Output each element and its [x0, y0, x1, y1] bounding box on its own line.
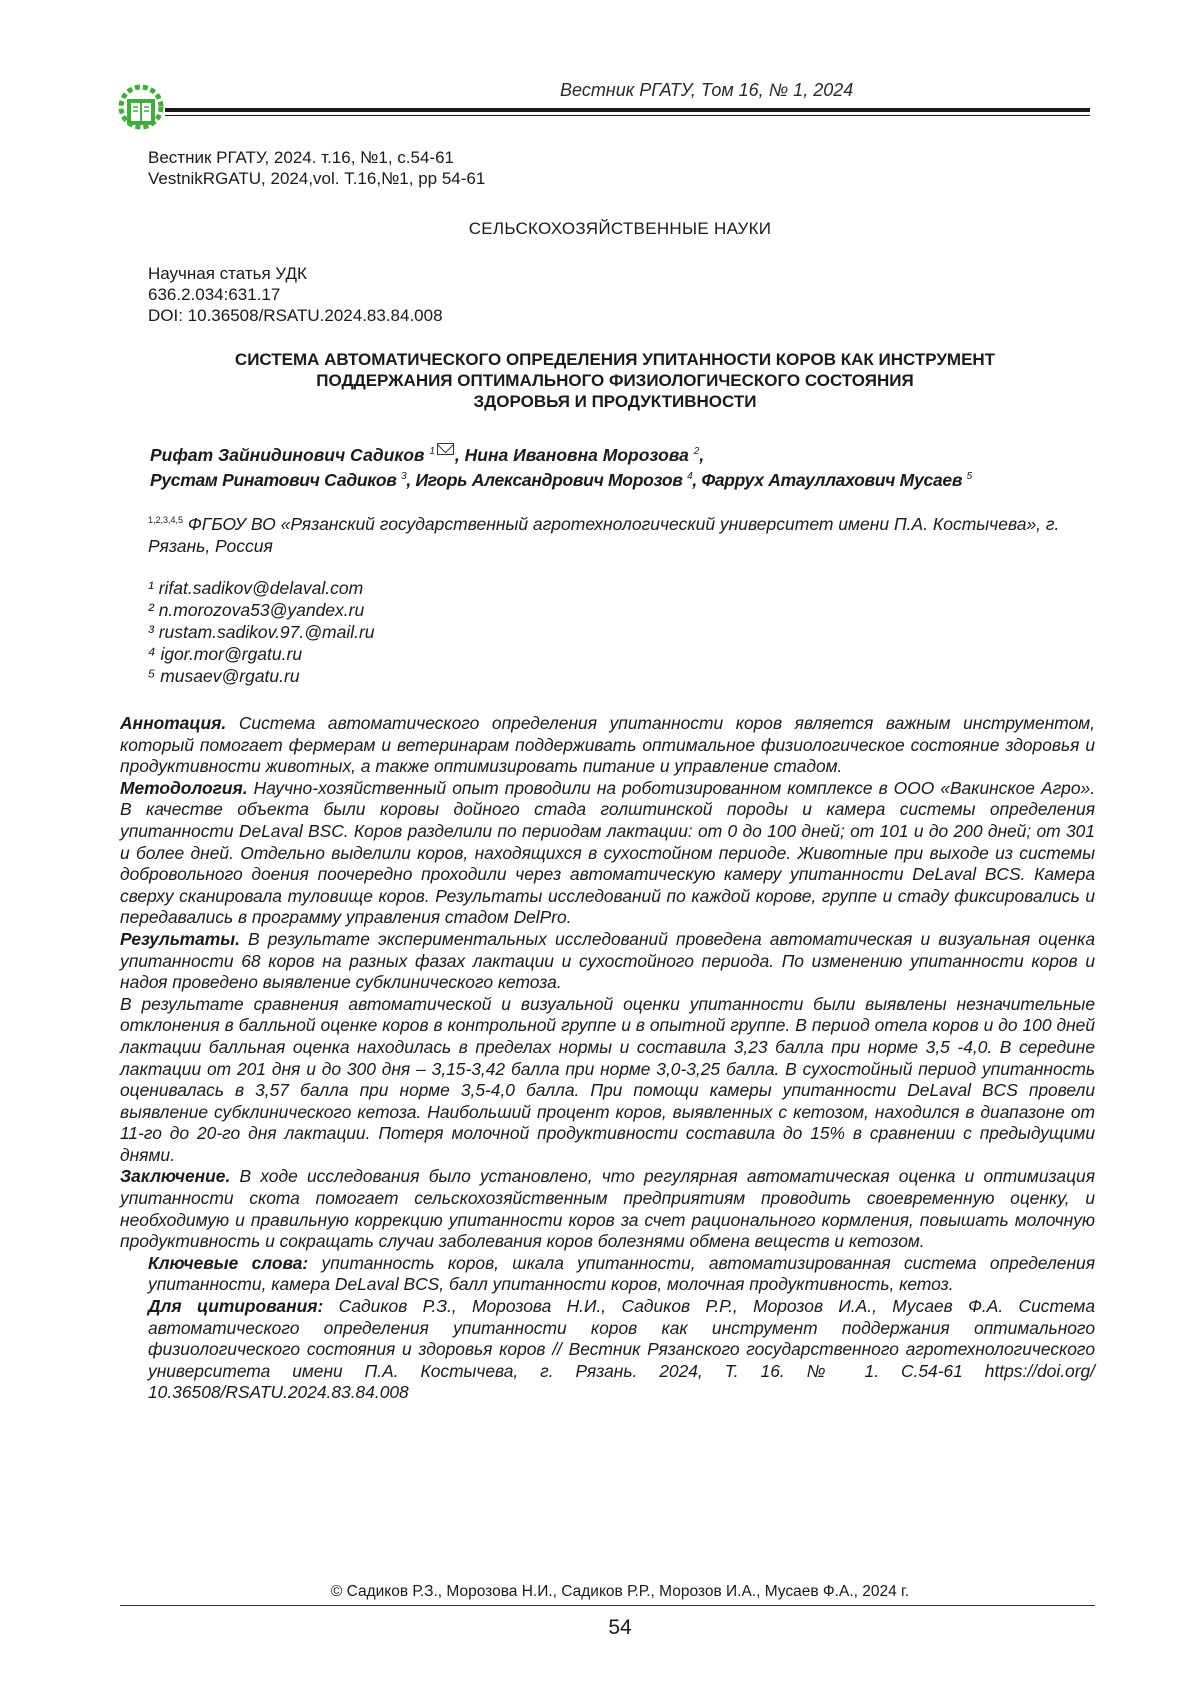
conclusion-paragraph: [120, 1166, 1095, 1252]
email-link[interactable]: ⁴ igor.mor@rgatu.ru: [148, 644, 303, 664]
methodology-text: Научно-хозяйственный опыт проводили на роботизированном комплексе в ООО «Вакинское Агро». В качестве объекта были коровы дойного стада голштинской породы и камера системы определения упитанности DeLaval BSC. Коров разделили по периодам лактации: от 0 до 100 дней; от 101 и до 200 дней; от 301 и более дней. Отдельно выделили коров, находящихся в сухостойном периоде. Животные при выходе из системы добровольного доения поочередно проходили через автоматическую камеру упитанности DeLaval BCS. Камера сверху сканировала туловище коров. Результаты исследований по каждой корове, группе и стаду фиксировались и передавались в программу управления стадом DelPro.: [120, 777, 1095, 928]
author-name: , Нина Ивановна Морозова: [454, 444, 689, 465]
affiliation-text: ФГБОУ ВО «Рязанский государственный агротехнологический университет имени П.А. Костычева», г. Рязань, Россия: [148, 513, 1060, 556]
results-paragraph-2: В результате сравнения автоматической и визуальной оценки упитанности были выявлены незначительные отклонения в балльной оценке коров в контрольной группе и в опытной группе. В период отела коров и до 100 дней лактации балльная оценка находилась в пределах нормы и составила 3,23 балла при норме 3,5 -4,0. В середине лактации от 201 дня и до 300 дня – 3,15-3,42 балла при норме 3,0-3,25 балла. В сухостойный период упитанность оценивалась в 3,57 балла при норме 3,5-4,0 балла. При помощи камеры упитанности DeLaval BCS провели выявление субклинического кетоза. Наибольший процент коров, выявленных с кетозом, находился в диапазоне от 11-го до 20-го дня лактации. Потеря молочной продуктивности составила до 15% в сравнении с предыдущими днями.: [120, 993, 1095, 1165]
email-list: [148, 577, 375, 687]
keywords-text: упитанность коров, шкала упитанности, автоматизированная система определения упитанности, камера DeLaval BCS, балл упитанности коров, молочная продуктивность, кетоз.: [148, 1252, 1096, 1295]
conclusion-text: В ходе исследования было установлено, что регулярная автоматическая оценка и оптимизация упитанности скота помогает сельскохозяйственным предприятиям проводить своевременную оценку, и необходимую и правильную коррекцию упитанности коров за счет рационального кормления, повышать молочную продуктивность и сокращать случаи заболевания коров болезнями обмена веществ и кетозом.: [120, 1166, 1095, 1252]
mail-icon[interactable]: [437, 443, 454, 455]
email-link[interactable]: ⁵ musaev@rgatu.ru: [148, 666, 300, 686]
citation-label: Для цитирования:: [148, 1296, 324, 1317]
keywords-paragraph: [120, 1253, 1095, 1296]
journal-logo-icon: [118, 84, 164, 134]
article-type: Научная статья УДК: [148, 264, 307, 283]
methodology-label: Методология.: [120, 777, 248, 798]
methodology-paragraph: [120, 778, 1095, 929]
email-link[interactable]: ² n.morozova53@yandex.ru: [148, 600, 365, 620]
results-text: В результате экспериментальных исследований проведена автоматическая и визуальная оценка упитанности 68 коров на разных фазах лактации и сухостойного периода. По изменению упитанности коров и надоя проведено выявление субклинического кетоза.: [120, 928, 1095, 993]
copyright-notice: © Садиков Р.З., Морозова Н.И., Садиков Р.Р., Морозов И.А., Мусаев Ф.А., 2024 г.: [330, 1583, 910, 1600]
doi: DOI: 10.36508/RSATU.2024.83.84.008: [148, 306, 443, 325]
author-separator: ,: [699, 444, 705, 465]
title-line: ЗДОРОВЬЯ И ПРОДУКТИВНОСТИ: [473, 392, 757, 411]
header-rule: [165, 108, 1090, 112]
article-title: [150, 349, 1080, 412]
annotation-text: Система автоматического определения упитанности коров является важным инструментом, который помогает фермерам и ветеринарам поддерживать оптимальное физиологическое состояние здоровья и продуктивности животных, а также оптимизировать питание и управление стадом.: [120, 713, 1095, 777]
annotation-paragraph: [120, 713, 1095, 778]
author-sup: 3: [401, 470, 407, 482]
section-heading: СЕЛЬСКОХОЗЯЙСТВЕННЫЕ НАУКИ: [468, 219, 772, 238]
footer-rule: [120, 1605, 1095, 1606]
reference-block: [148, 147, 485, 189]
title-line: СИСТЕМА АВТОМАТИЧЕСКОГО ОПРЕДЕЛЕНИЯ УПИТАННОСТИ КОРОВ КАК ИНСТРУМЕНТ: [234, 350, 996, 369]
affiliation-sup: 1,2,3,4,5: [148, 515, 184, 525]
affiliation: [148, 509, 1093, 557]
results-label: Результаты.: [120, 928, 240, 949]
citation-text: Садиков Р.З., Морозова Н.И., Садиков Р.Р., Морозов И.А., Мусаев Ф.А. Система автоматического определения упитанности коров как инструмент поддержания оптимального физиологического состояния и здоровья коров // Вестник Рязанского государственного агротехнологического университета имени П.А. Костычева, г. Рязань. 2024, Т. 16. № 1. С.54-61 https://doi.org/ 10.36508/RSATU.2024.83.84.008: [148, 1296, 1096, 1403]
udc-code: 636.2.034:631.17: [148, 285, 281, 304]
authors-line-2: [150, 466, 1110, 491]
citation-paragraph: [120, 1296, 1095, 1404]
authors-line-1: [150, 441, 1110, 466]
author-name: Рустам Ринатович Садиков: [150, 469, 397, 490]
conclusion-label: Заключение.: [120, 1166, 231, 1187]
author-sup: 1: [429, 446, 435, 457]
author-sup: 2: [693, 446, 700, 457]
authors: [150, 441, 1110, 491]
author-name: , Игорь Александрович Морозов: [406, 469, 683, 490]
abstract: [120, 713, 1095, 1404]
title-line: ПОДДЕРЖАНИЯ ОПТИМАЛЬНОГО ФИЗИОЛОГИЧЕСКОГО СОСТОЯНИЯ: [316, 371, 914, 390]
author-name: , Фаррух Атауллахович Мусаев: [692, 469, 963, 490]
author-sup: 4: [687, 470, 693, 482]
annotation-label: Аннотация.: [120, 713, 227, 733]
author-name: Рифат Зайнидинович Садиков: [150, 444, 425, 465]
reference-en: VestnikRGATU, 2024,vol. Т.16,№1, pp 54-61: [148, 169, 486, 188]
page-number: 54: [608, 1616, 632, 1639]
results-paragraph: [120, 929, 1095, 994]
article-info: [148, 263, 443, 326]
keywords-label: Ключевые слова:: [148, 1252, 309, 1273]
journal-header: Вестник РГАТУ, Том 16, № 1, 2024: [560, 80, 854, 100]
author-sup: 5: [966, 470, 972, 482]
email-link[interactable]: ¹ rifat.sadikov@delaval.com: [148, 578, 364, 598]
header-rule-thin: [165, 115, 1090, 116]
reference-ru: Вестник РГАТУ, 2024. т.16, №1, с.54-61: [148, 148, 454, 167]
email-link[interactable]: ³ rustam.sadikov.97.@mail.ru: [148, 622, 375, 642]
